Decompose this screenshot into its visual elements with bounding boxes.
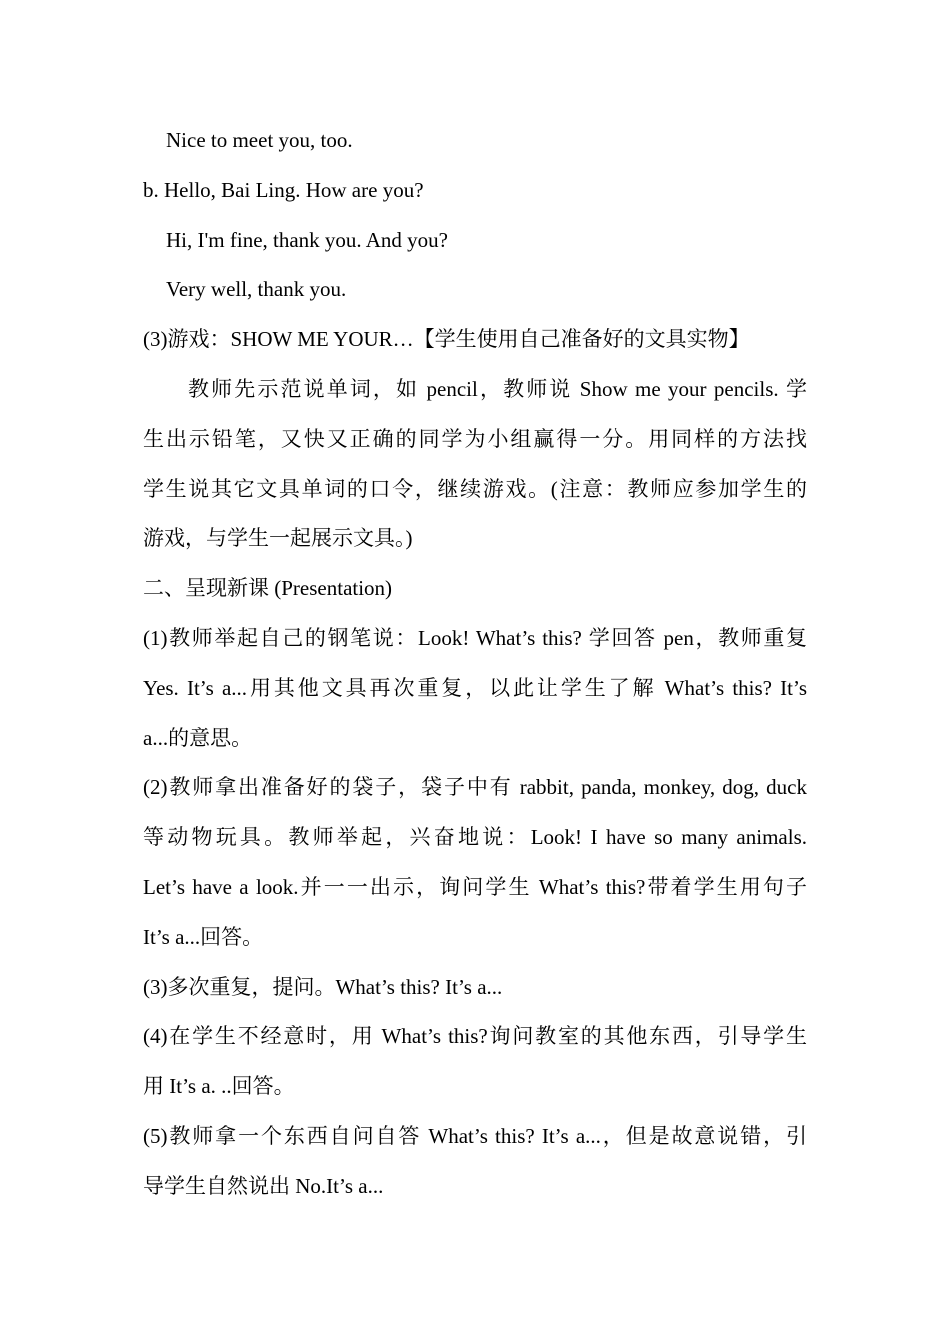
game-heading: (3)游戏：SHOW ME YOUR…【学生使用自己准备好的文具实物】 xyxy=(143,327,750,352)
dialogue-line: b. Hello, Bai Ling. How are you? xyxy=(143,177,424,202)
paragraph-line: Let’s have a look.并一一出示，询问学生 What’s this?带着学生用句子 xyxy=(143,874,807,899)
paragraph-line: (3)多次重复，提问。What’s this? It’s a... xyxy=(143,974,503,999)
paragraph-line: (4)在学生不经意时，用 What’s this?询问教室的其他东西，引导学生 xyxy=(143,1024,807,1049)
paragraph-line: 用 It’s a. ..回答。 xyxy=(143,1074,295,1099)
paragraph-line: 等动物玩具。教师举起，兴奋地说：Look! I have so many animals. xyxy=(143,825,807,850)
paragraph-line: (5)教师拿一个东西自问自答 What’s this? It’s a...，但是故意说错，引 xyxy=(143,1123,807,1148)
dialogue-line: Nice to meet you, too. xyxy=(166,128,353,152)
paragraph-line: (2)教师拿出准备好的袋子，袋子中有 rabbit, panda, monkey, dog, duck xyxy=(143,775,807,800)
dialogue-line: Very well, thank you. xyxy=(166,277,347,302)
paragraph-line: 生出示铅笔，又快又正确的同学为小组赢得一分。用同样的方法找 xyxy=(143,426,807,451)
paragraph-line: (1)教师举起自己的钢笔说：Look! What’s this? 学回答 pen，教师重复 xyxy=(143,625,807,650)
section-heading: 二、呈现新课 (Presentation) xyxy=(143,576,393,601)
document-body xyxy=(143,116,807,1212)
paragraph-line: 游戏，与学生一起展示文具。) xyxy=(143,526,413,551)
paragraph-line: 学生说其它文具单词的口令，继续游戏。(注意：教师应参加学生的 xyxy=(143,476,807,501)
paragraph-line: Yes. It’s a...用其他文具再次重复，以此让学生了解 What’s this? It’s xyxy=(143,675,807,700)
paragraph-line: It’s a...回答。 xyxy=(143,924,264,949)
paragraph-line: a...的意思。 xyxy=(143,725,253,750)
dialogue-line: Hi, I'm fine, thank you. And you? xyxy=(166,227,448,252)
paragraph-line: 导学生自然说出 No.It’s a... xyxy=(143,1173,384,1198)
paragraph-line: 教师先示范说单词，如 pencil，教师说 Show me your pencils. 学 xyxy=(188,376,807,401)
